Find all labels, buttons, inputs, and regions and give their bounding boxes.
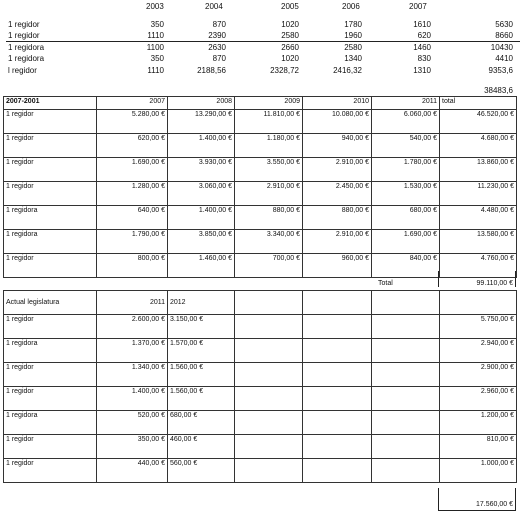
table-cell: 1.400,00 € xyxy=(168,206,235,230)
top-year-header: 2005 xyxy=(281,2,299,11)
top-cell: 830 xyxy=(417,54,431,63)
top-cell: 2390 xyxy=(208,31,226,40)
middle-header-cell: total xyxy=(440,97,517,110)
table-row xyxy=(4,254,517,278)
top-cell: 620 xyxy=(417,31,431,40)
row-label: 1 regidor xyxy=(4,387,97,411)
top-cell: 1340 xyxy=(344,54,362,63)
top-cell: 1960 xyxy=(344,31,362,40)
table-cell: 700,00 € xyxy=(235,254,303,278)
table-cell: 2.910,00 € xyxy=(303,230,372,254)
table-cell: 1.180,00 € xyxy=(235,134,303,158)
row-total: 2.960,00 € xyxy=(440,387,517,411)
top-divider xyxy=(6,41,520,42)
middle-header-cell: 2011 xyxy=(372,97,440,110)
top-year-header: 2006 xyxy=(342,2,360,11)
top-row-total: 5630 xyxy=(495,20,513,29)
bottom-total-divider xyxy=(438,488,439,510)
table-cell: 11.810,00 € xyxy=(235,110,303,134)
table-cell: 2.450,00 € xyxy=(303,182,372,206)
table-cell: 2.600,00 € xyxy=(97,315,168,339)
bottom-grand-total: 17.560,00 € xyxy=(476,501,513,508)
row-total: 13.580,00 € xyxy=(440,230,517,254)
empty-cell xyxy=(303,435,372,459)
row-label: 1 regidor xyxy=(4,363,97,387)
table-cell: 10.080,00 € xyxy=(303,110,372,134)
top-cell: 2580 xyxy=(281,31,299,40)
empty-cell xyxy=(235,435,303,459)
table-cell: 680,00 € xyxy=(372,206,440,230)
top-cell: 2630 xyxy=(208,43,226,52)
middle-header-cell: 2008 xyxy=(168,97,235,110)
empty-cell xyxy=(372,339,440,363)
row-label: 1 regidor xyxy=(4,182,97,206)
row-label: 1 regidora xyxy=(4,206,97,230)
table-cell: 3.150,00 € xyxy=(168,315,235,339)
row-label: 1 regidora xyxy=(4,411,97,435)
top-row-label: 1 regidora xyxy=(8,43,45,52)
table-cell: 1.530,00 € xyxy=(372,182,440,206)
top-row-total: 8660 xyxy=(495,31,513,40)
row-label: 1 regidor xyxy=(4,134,97,158)
row-label: 1 regidor xyxy=(4,459,97,483)
table-cell: 350,00 € xyxy=(97,435,168,459)
top-cell: 1020 xyxy=(281,54,299,63)
empty-cell xyxy=(372,411,440,435)
top-cell: 350 xyxy=(150,54,164,63)
bottom-table xyxy=(3,290,517,483)
table-row xyxy=(4,182,517,206)
row-total: 1.000,00 € xyxy=(440,459,517,483)
top-cell: 1100 xyxy=(146,43,164,52)
empty-cell xyxy=(235,339,303,363)
table-cell: 1.400,00 € xyxy=(168,134,235,158)
table-cell: 2.910,00 € xyxy=(303,158,372,182)
empty-cell xyxy=(372,435,440,459)
top-year-header: 2004 xyxy=(205,2,223,11)
top-cell: 2328,72 xyxy=(270,66,299,75)
table-cell: 1.690,00 € xyxy=(372,230,440,254)
top-cell: 1110 xyxy=(147,66,164,75)
empty-cell xyxy=(303,411,372,435)
table-cell: 3.850,00 € xyxy=(168,230,235,254)
top-cell: 2188,56 xyxy=(197,66,226,75)
empty-cell xyxy=(235,291,303,315)
table-cell: 3.060,00 € xyxy=(168,182,235,206)
top-row-label: 1 regidor xyxy=(8,31,40,40)
empty-cell xyxy=(235,387,303,411)
middle-total-value: 99.110,00 € xyxy=(476,280,513,287)
table-cell: 3.930,00 € xyxy=(168,158,235,182)
table-cell: 1.560,00 € xyxy=(168,387,235,411)
top-year-header: 2007 xyxy=(409,2,427,11)
top-row-total: 9353,6 xyxy=(488,66,513,75)
empty-cell xyxy=(303,315,372,339)
table-row xyxy=(4,363,517,387)
row-label: 1 regidor xyxy=(4,315,97,339)
top-row-label: l regidor xyxy=(8,66,37,75)
middle-total-label: Total xyxy=(378,280,393,287)
table-row xyxy=(4,206,517,230)
table-cell: 880,00 € xyxy=(303,206,372,230)
row-total: 2.940,00 € xyxy=(440,339,517,363)
table-cell: 840,00 € xyxy=(372,254,440,278)
table-cell: 960,00 € xyxy=(303,254,372,278)
empty-cell xyxy=(440,291,517,315)
table-cell: 1.690,00 € xyxy=(97,158,168,182)
table-cell: 1.280,00 € xyxy=(97,182,168,206)
table-cell: 1.460,00 € xyxy=(168,254,235,278)
table-cell: 1.560,00 € xyxy=(168,363,235,387)
empty-cell xyxy=(303,291,372,315)
table-cell: 6.060,00 € xyxy=(372,110,440,134)
top-cell: 2580 xyxy=(344,43,362,52)
table-cell: 1.790,00 € xyxy=(97,230,168,254)
table-cell: 5.280,00 € xyxy=(97,110,168,134)
top-grand-total: 38483,6 xyxy=(484,86,513,95)
row-total: 810,00 € xyxy=(440,435,517,459)
top-cell: 1110 xyxy=(147,31,164,40)
empty-cell xyxy=(235,315,303,339)
empty-cell xyxy=(303,363,372,387)
table-cell: 640,00 € xyxy=(97,206,168,230)
table-row xyxy=(4,387,517,411)
top-cell: 350 xyxy=(150,20,164,29)
middle-header-cell: 2010 xyxy=(303,97,372,110)
table-row xyxy=(4,230,517,254)
row-label: 1 regidor xyxy=(4,254,97,278)
row-total: 46.520,00 € xyxy=(440,110,517,134)
row-total: 2.900,00 € xyxy=(440,363,517,387)
table-cell: 440,00 € xyxy=(97,459,168,483)
top-row-label: 1 regidor xyxy=(8,20,40,29)
empty-cell xyxy=(372,363,440,387)
top-cell: 1610 xyxy=(413,20,431,29)
top-cell: 1780 xyxy=(344,20,362,29)
table-cell: 1.780,00 € xyxy=(372,158,440,182)
table-cell: 560,00 € xyxy=(168,459,235,483)
empty-cell xyxy=(303,387,372,411)
row-label: 1 regidora xyxy=(4,339,97,363)
bottom-header-cell: 2011 xyxy=(97,291,168,315)
empty-cell xyxy=(372,315,440,339)
table-cell: 880,00 € xyxy=(235,206,303,230)
top-cell: 1310 xyxy=(413,66,431,75)
row-label: 1 regidora xyxy=(4,230,97,254)
row-total: 4.680,00 € xyxy=(440,134,517,158)
middle-table xyxy=(3,96,517,278)
row-total: 1.200,00 € xyxy=(440,411,517,435)
table-row xyxy=(4,134,517,158)
table-cell: 460,00 € xyxy=(168,435,235,459)
empty-cell xyxy=(303,339,372,363)
table-row xyxy=(4,110,517,134)
row-total: 4.480,00 € xyxy=(440,206,517,230)
row-label: 1 regidor xyxy=(4,435,97,459)
top-cell: 870 xyxy=(212,20,226,29)
table-cell: 3.340,00 € xyxy=(235,230,303,254)
table-cell: 940,00 € xyxy=(303,134,372,158)
row-label: 1 regidor xyxy=(4,158,97,182)
middle-header-cell: 2007-2001 xyxy=(4,97,97,110)
table-row xyxy=(4,315,517,339)
middle-header-cell: 2009 xyxy=(235,97,303,110)
empty-cell xyxy=(235,363,303,387)
top-row-total: 10430 xyxy=(490,43,513,52)
table-row xyxy=(4,435,517,459)
top-row-total: 4410 xyxy=(495,54,513,63)
bottom-total-underline xyxy=(438,510,516,511)
top-cell: 2416,32 xyxy=(333,66,362,75)
top-cell: 1460 xyxy=(413,43,431,52)
middle-total-divider xyxy=(438,271,439,287)
table-cell: 620,00 € xyxy=(97,134,168,158)
row-label: 1 regidor xyxy=(4,110,97,134)
table-cell: 3.550,00 € xyxy=(235,158,303,182)
table-cell: 540,00 € xyxy=(372,134,440,158)
bottom-header-cell: Actual legislatura xyxy=(4,291,97,315)
middle-header-cell: 2007 xyxy=(97,97,168,110)
empty-cell xyxy=(372,291,440,315)
table-cell: 13.290,00 € xyxy=(168,110,235,134)
row-total: 5.750,00 € xyxy=(440,315,517,339)
top-year-header: 2003 xyxy=(146,2,164,11)
table-row xyxy=(4,459,517,483)
top-row-label: 1 regidora xyxy=(8,54,45,63)
table-cell: 2.910,00 € xyxy=(235,182,303,206)
empty-cell xyxy=(372,387,440,411)
top-cell: 1020 xyxy=(281,20,299,29)
table-cell: 800,00 € xyxy=(97,254,168,278)
table-cell: 680,00 € xyxy=(168,411,235,435)
bottom-header-cell: 2012 xyxy=(168,291,235,315)
middle-header-row xyxy=(4,97,517,110)
table-row xyxy=(4,339,517,363)
table-cell: 1.370,00 € xyxy=(97,339,168,363)
bottom-header-row xyxy=(4,291,517,315)
table-row xyxy=(4,411,517,435)
empty-cell xyxy=(235,411,303,435)
table-cell: 1.400,00 € xyxy=(97,387,168,411)
row-total: 11.230,00 € xyxy=(440,182,517,206)
row-total: 4.760,00 € xyxy=(440,254,517,278)
row-total: 13.860,00 € xyxy=(440,158,517,182)
table-cell: 1.340,00 € xyxy=(97,363,168,387)
empty-cell xyxy=(303,459,372,483)
table-row xyxy=(4,158,517,182)
bottom-total-divider xyxy=(515,488,516,510)
top-cell: 2660 xyxy=(281,43,299,52)
middle-total-divider xyxy=(515,271,516,287)
table-cell: 520,00 € xyxy=(97,411,168,435)
empty-cell xyxy=(235,459,303,483)
empty-cell xyxy=(372,459,440,483)
top-cell: 870 xyxy=(212,54,226,63)
table-cell: 1.570,00 € xyxy=(168,339,235,363)
